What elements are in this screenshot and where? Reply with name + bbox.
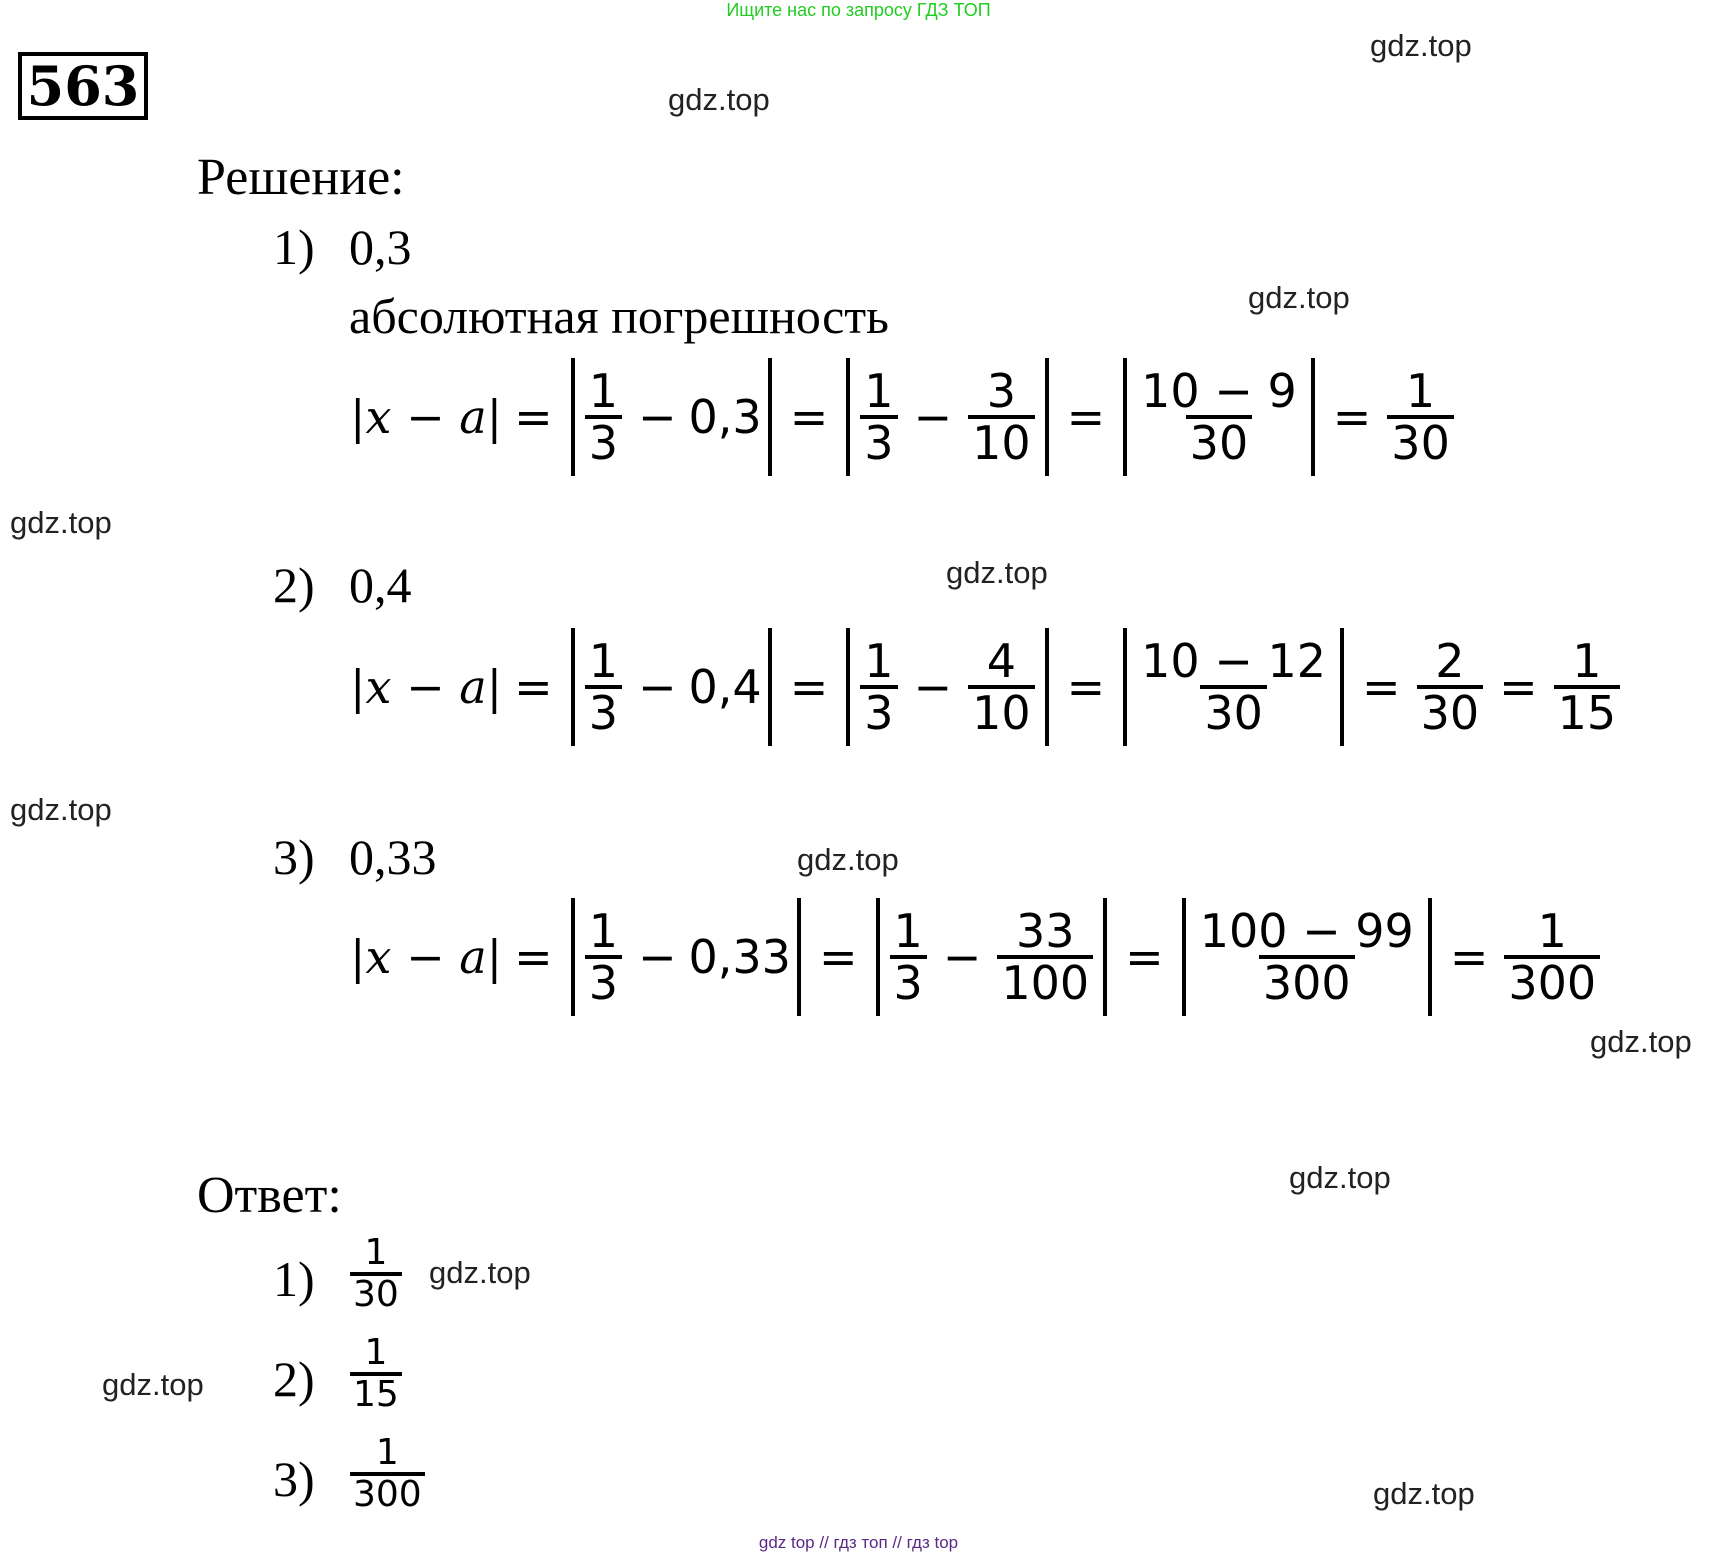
minus-sign: − [637, 660, 677, 714]
result-fraction: $\frac{1}{15}$ [1554, 637, 1621, 738]
watermark: gdz.top [1289, 1160, 1391, 1195]
item-label: 2) [273, 557, 315, 613]
fraction: $\frac{3}{10}$ [968, 367, 1035, 468]
watermark: gdz.top [102, 1367, 204, 1402]
minus-sign: − [913, 660, 953, 714]
solution-heading: Решение: [197, 149, 405, 206]
equation-3 [350, 898, 1604, 1016]
equation-1 [350, 358, 1458, 476]
equals-sign: = [789, 390, 829, 444]
fraction: $\frac{1}{3}$ [860, 637, 897, 738]
watermark: gdz.top [1373, 1476, 1475, 1511]
watermark: gdz.top [946, 555, 1048, 590]
equals-sign: = [514, 930, 553, 984]
minus-sign: − [637, 930, 677, 984]
fraction: $\frac{33}{100}$ [997, 907, 1093, 1008]
item-label: 1) [273, 219, 315, 275]
minus-sign: − [637, 390, 677, 444]
fraction: $\frac{1}{3}$ [860, 367, 897, 468]
answer-fraction: $\frac{1}{300}$ [350, 1434, 425, 1514]
footer-link[interactable]: гдз топ [833, 1533, 888, 1552]
footer-separator: // [819, 1533, 829, 1552]
item-label: 3) [273, 829, 315, 885]
footer-link[interactable]: гдз top [906, 1533, 959, 1552]
watermark: gdz.top [1590, 1024, 1692, 1059]
equals-sign: = [1066, 660, 1106, 714]
answer-label: 3) [273, 1451, 315, 1507]
equals-sign: = [514, 390, 553, 444]
fraction: $\frac{100 - 99}{300}$ [1199, 903, 1414, 1010]
equals-sign: = [1499, 660, 1538, 714]
lhs: |x − a| [350, 390, 503, 444]
answer-fraction: $\frac{1}{30}$ [350, 1234, 402, 1314]
minus-sign: − [942, 930, 982, 984]
fraction: $\frac{2}{30}$ [1417, 637, 1484, 738]
answer-heading: Ответ: [197, 1167, 342, 1224]
lhs: |x − a| [350, 930, 503, 984]
watermark: gdz.top [797, 842, 899, 877]
fraction: $\frac{10 - 12}{30}$ [1141, 633, 1327, 740]
watermark: gdz.top [668, 82, 770, 117]
result-fraction: $\frac{1}{300}$ [1504, 907, 1600, 1008]
footer-links [0, 1533, 1717, 1553]
equals-sign: = [818, 930, 858, 984]
answer-label: 2) [273, 1351, 315, 1407]
item-subtitle: абсолютная погрешность [349, 288, 889, 344]
equals-sign: = [1125, 930, 1164, 984]
answer-label: 1) [273, 1251, 315, 1307]
item-value: 0,33 [349, 829, 437, 885]
minus-sign: − [913, 390, 953, 444]
item-value: 0,4 [349, 557, 412, 613]
top-banner[interactable]: Ищите нас по запросу ГДЗ ТОП [726, 0, 991, 20]
fraction: $\frac{1}{3}$ [890, 907, 927, 1008]
watermark: gdz.top [1370, 28, 1472, 63]
fraction: $\frac{1}{3}$ [585, 637, 622, 738]
fraction: $\frac{10 - 9}{30}$ [1141, 363, 1297, 470]
answer-fraction: $\frac{1}{15}$ [350, 1334, 402, 1414]
problem-number: 563 [18, 52, 148, 120]
lhs: |x − a| [350, 660, 503, 714]
watermark: gdz.top [10, 505, 112, 540]
decimal: 0,3 [688, 390, 762, 444]
equals-sign: = [514, 660, 553, 714]
fraction: $\frac{4}{10}$ [968, 637, 1035, 738]
equals-sign: = [1066, 390, 1106, 444]
result-fraction: $\frac{1}{30}$ [1387, 367, 1454, 468]
fraction: $\frac{1}{3}$ [585, 907, 622, 1008]
equals-sign: = [789, 660, 829, 714]
fraction: $\frac{1}{3}$ [585, 367, 622, 468]
equals-sign: = [1362, 660, 1401, 714]
footer-link[interactable]: gdz top [758, 1533, 815, 1552]
decimal: 0,33 [688, 930, 791, 984]
decimal: 0,4 [688, 660, 762, 714]
equals-sign: = [1449, 930, 1489, 984]
watermark: gdz.top [1248, 280, 1350, 315]
equation-2 [350, 628, 1624, 746]
watermark: gdz.top [429, 1255, 531, 1290]
equals-sign: = [1332, 390, 1372, 444]
footer-separator: // [892, 1533, 902, 1552]
item-value: 0,3 [349, 219, 412, 275]
watermark: gdz.top [10, 792, 112, 827]
